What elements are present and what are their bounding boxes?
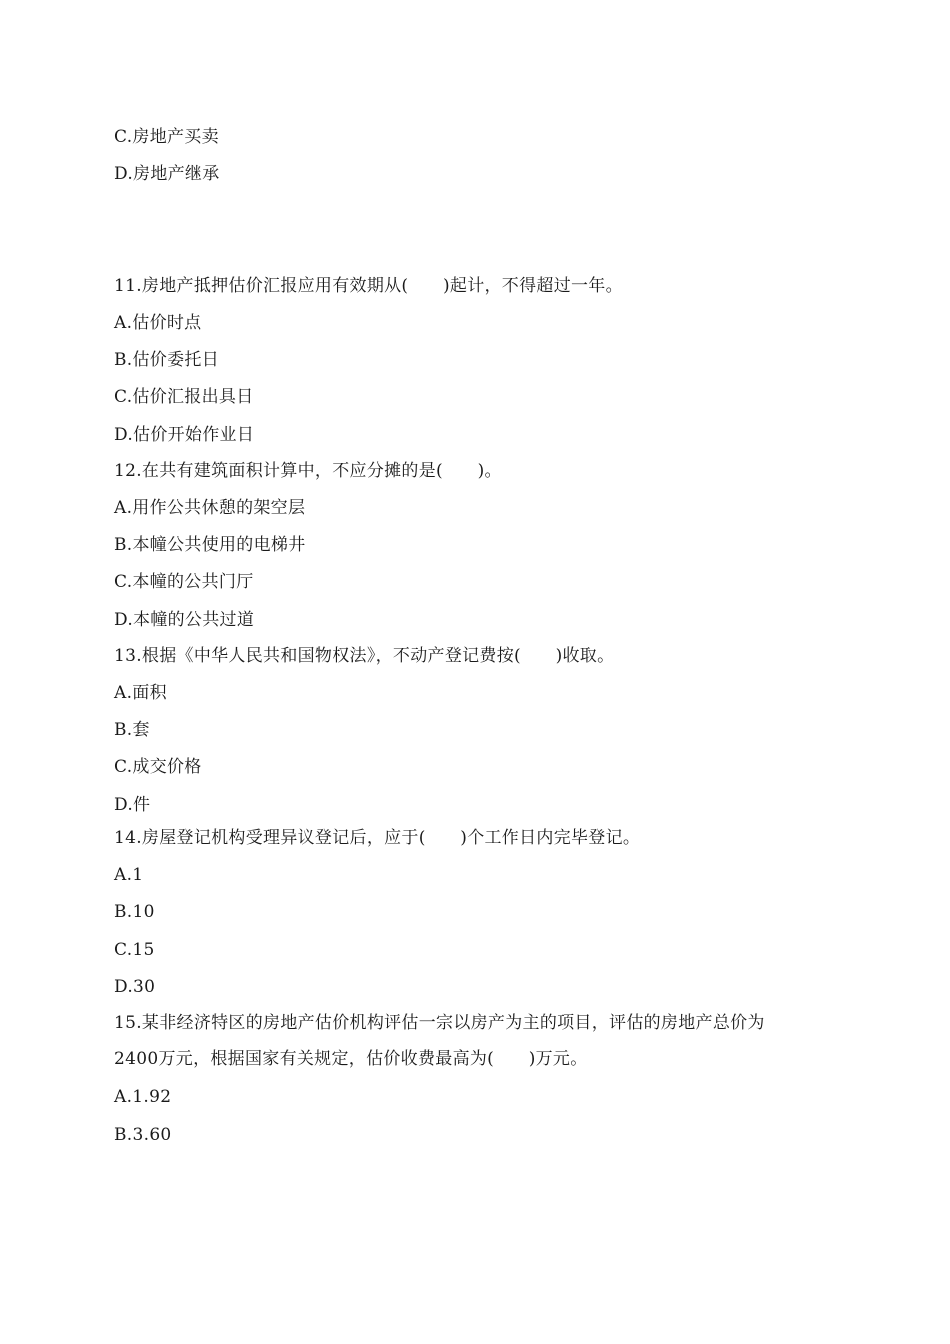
option-b-q14: B.10: [114, 902, 155, 922]
question-12: 12.在共有建筑面积计算中，不应分摊的是( )。: [114, 461, 502, 481]
option-d-q10: D.房地产继承: [114, 164, 220, 184]
option-d-q13: D.件: [114, 795, 151, 815]
option-b-q13: B.套: [114, 720, 150, 740]
option-b-q15: B.3.60: [114, 1125, 172, 1145]
option-a-q15: A.1.92: [114, 1087, 172, 1107]
question-15-continued: 2400万元，根据国家有关规定，估价收费最高为( )万元。: [114, 1049, 588, 1069]
option-c-q13: C.成交价格: [114, 757, 202, 777]
question-14: 14.房屋登记机构受理异议登记后，应于( )个工作日内完毕登记。: [114, 828, 641, 848]
option-b-q12: B.本幢公共使用的电梯井: [114, 535, 306, 555]
option-c-q14: C.15: [114, 940, 155, 960]
question-11: 11.房地产抵押估价汇报应用有效期从( )起计，不得超过一年。: [114, 276, 623, 296]
option-a-q13: A.面积: [114, 683, 167, 703]
question-15: 15.某非经济特区的房地产估价机构评估一宗以房产为主的项目，评估的房地产总价为: [114, 1013, 765, 1033]
option-b-q11: B.估价委托日: [114, 350, 219, 370]
option-d-q11: D.估价开始作业日: [114, 425, 255, 445]
option-c-q11: C.估价汇报出具日: [114, 387, 254, 407]
option-a-q14: A.1: [114, 865, 144, 885]
option-a-q12: A.用作公共休憩的架空层: [114, 498, 306, 518]
question-13: 13.根据《中华人民共和国物权法》，不动产登记费按( )收取。: [114, 646, 615, 666]
option-d-q12: D.本幢的公共过道: [114, 610, 255, 630]
option-a-q11: A.估价时点: [114, 313, 202, 333]
option-c-q12: C.本幢的公共门厅: [114, 572, 254, 592]
option-d-q14: D.30: [114, 977, 156, 997]
option-c-q10: C.房地产买卖: [114, 127, 219, 147]
